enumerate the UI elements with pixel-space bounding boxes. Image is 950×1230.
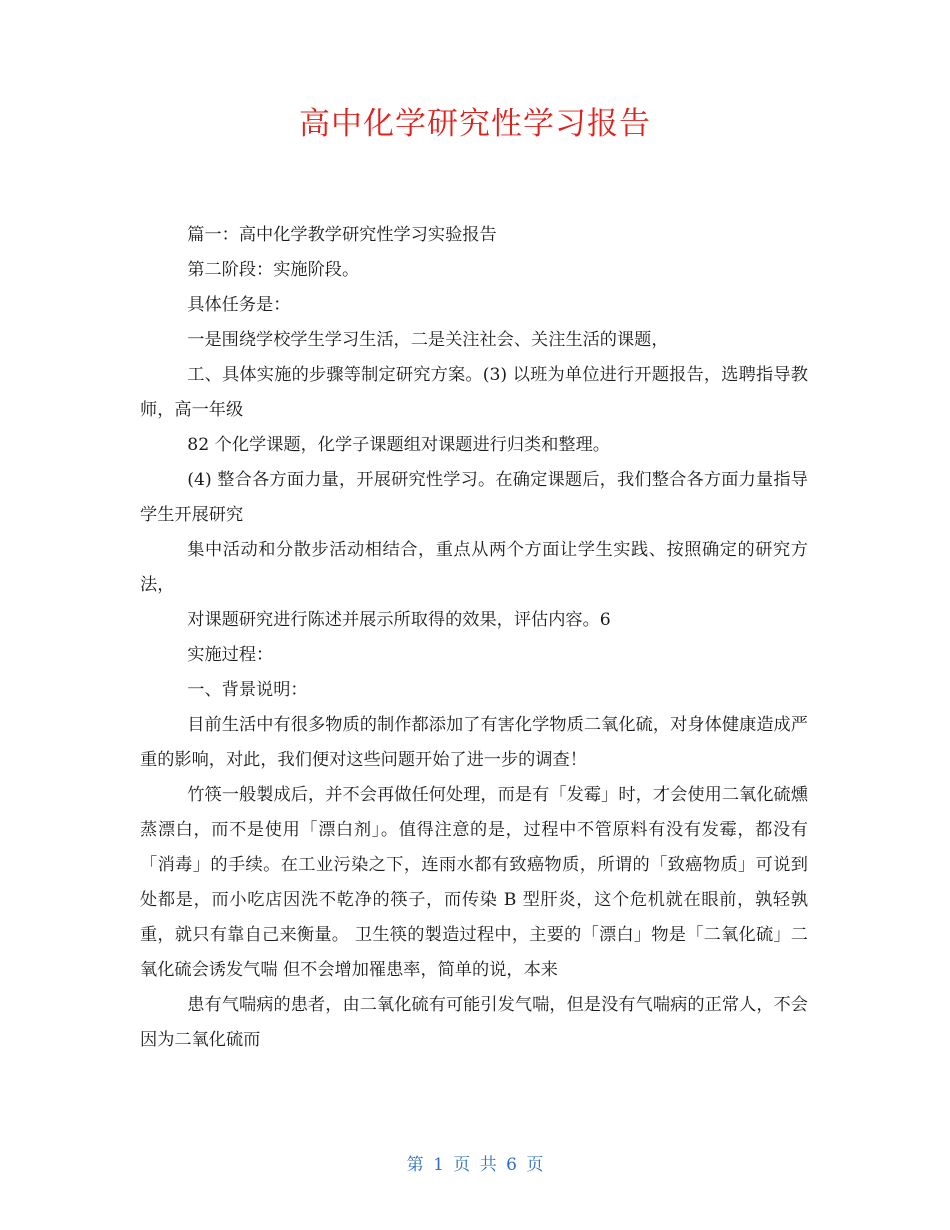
paragraph: 患有气喘病的患者，由二氧化硫有可能引发气喘，但是没有气喘病的正常人，不会因为二氧化硫而 [140, 995, 808, 1050]
paragraph: 具体任务是： [187, 295, 291, 315]
paragraph: 一是围绕学校学生学习生活，二是关注社会、关注生活的课题， [187, 330, 669, 350]
page-footer: 第 1 页 共 6 页 [406, 1155, 544, 1175]
paragraph: 82 个化学课题，化学子课题组对课题进行归类和整理。 [187, 435, 610, 455]
paragraph: 一、背景说明： [187, 680, 308, 700]
paragraph: 目前生活中有很多物质的制作都添加了有害化学物质二氧化硫，对身体健康造成严重的影响，对此，我们便对这些问题开始了进一步的调查！ [140, 715, 808, 770]
paragraph: 竹筷一般製成后，并不会再做任何处理，而是有「发霉」时，才会使用二氧化硫燻蒸漂白，而不是使用「漂白剂」。值得注意的是，过程中不管原料有没有发霉，都没有「消毒」的手续。在工业污染之下，连雨水都有致癌物质，所谓的「致癌物质」可说到处都是，而小吃店因洗不乾净的筷子，而传染 B 型肝炎，这个危机就在眼前，孰轻孰重，就只有靠自己来衡量。 卫生筷的製造过程中，主要的「漂白」物是「二氧化硫」二氧化硫会诱发气喘 但不会增加罹患率，简单的说，本来 [140, 785, 808, 980]
paragraph: 第二阶段：实施阶段。 [187, 260, 360, 280]
paragraph: 实施过程： [187, 645, 274, 665]
document-body [140, 218, 808, 1058]
paragraph: 工、具体实施的步骤等制定研究方案。(3) 以班为单位进行开题报告，选聘指导教师，高一年级 [140, 365, 808, 420]
paragraph: 集中活动和分散步活动相结合，重点从两个方面让学生实践、按照确定的研究方法， [140, 540, 808, 595]
paragraph: (4) 整合各方面力量，开展研究性学习。在确定课题后，我们整合各方面力量指导学生开展研究 [140, 470, 808, 525]
paragraph: 篇一：高中化学教学研究性学习实验报告 [187, 225, 497, 245]
page-title: 高中化学研究性学习报告 [299, 106, 651, 142]
paragraph: 对课题研究进行陈述并展示所取得的效果，评估内容。6 [187, 610, 611, 630]
